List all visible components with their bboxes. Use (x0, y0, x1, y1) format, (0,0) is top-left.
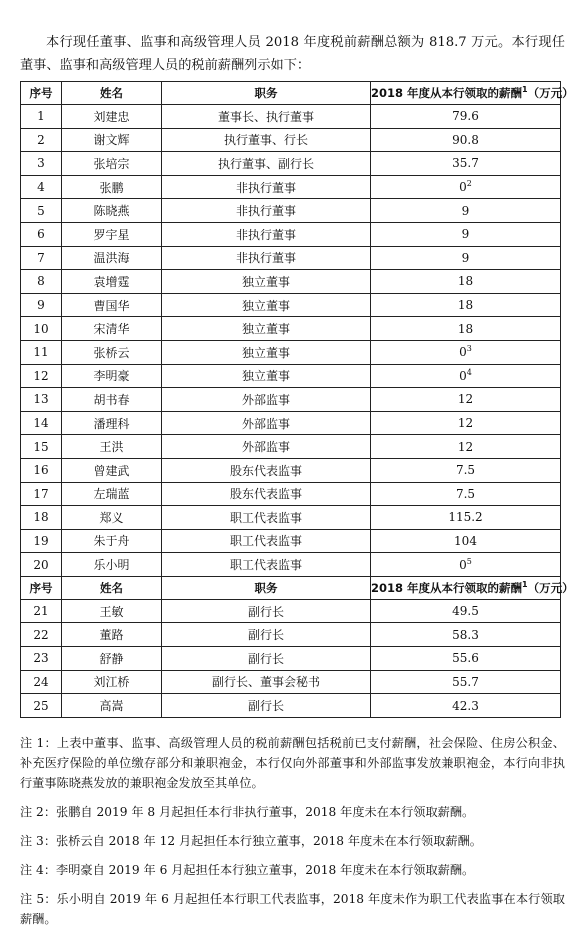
cell-no: 23 (21, 647, 62, 671)
cell-compensation (371, 506, 561, 530)
cell-position: 非执行董事 (162, 246, 371, 270)
cell-name: 王洪 (62, 435, 162, 459)
cell-position: 副行长、董事会秘书 (162, 670, 371, 694)
compensation-value: 0 (459, 368, 467, 383)
compensation-value: 79.6 (452, 109, 479, 124)
table-row (21, 435, 561, 459)
table-row (21, 175, 561, 199)
cell-no: 12 (21, 364, 62, 388)
cell-compensation (371, 388, 561, 412)
compensation-value: 104 (454, 533, 477, 548)
compensation-value: 12 (457, 416, 474, 431)
footnote-marker: 3 (466, 344, 472, 354)
cell-compensation (371, 340, 561, 364)
cell-compensation (371, 152, 561, 176)
cell-name: 曾建武 (62, 458, 162, 482)
footnote-4: 注 4：李明豪自 2019 年 6 月起担任本行独立董事，2018 年度未在本行领取薪酬。 (20, 863, 475, 877)
footnote-5: 注 5：乐小明自 2019 年 6 月起担任本行职工代表监事，2018 年度未作为职工代表监事在本行领取薪酬。 (20, 892, 565, 926)
cell-name: 罗宇星 (62, 222, 162, 246)
footnote-2: 注 2：张鹏自 2019 年 8 月起担任本行非执行董事，2018 年度未在本行领取薪酬。 (20, 805, 475, 819)
cell-name: 宋清华 (62, 317, 162, 341)
cell-position: 外部监事 (162, 435, 371, 459)
compensation-value: 42.3 (452, 698, 479, 713)
cell-no: 25 (21, 694, 62, 718)
cell-compensation (371, 105, 561, 129)
header-position: 职务 (162, 82, 371, 105)
compensation-value: 49.5 (452, 604, 479, 619)
cell-position: 执行董事、行长 (162, 128, 371, 152)
compensation-table-body (21, 82, 574, 718)
cell-name: 温洪海 (62, 246, 162, 270)
footnote-3: 注 3：张桥云自 2018 年 12 月起担任本行独立董事，2018 年度未在本行领取薪酬。 (20, 834, 482, 848)
header-no: 序号 (21, 576, 62, 599)
compensation-value: 58.3 (452, 627, 479, 642)
cell-no: 16 (21, 458, 62, 482)
cell-no: 18 (21, 506, 62, 530)
cell-compensation (371, 270, 561, 294)
cell-name: 谢文辉 (62, 128, 162, 152)
cell-no: 4 (21, 175, 62, 199)
header-footnote-marker: 1 (522, 580, 528, 590)
cell-no: 22 (21, 623, 62, 647)
table-header-row (21, 82, 561, 105)
header-name: 姓名 (62, 82, 162, 105)
cell-position: 非执行董事 (162, 199, 371, 223)
footnote-marker: 5 (466, 556, 472, 566)
cell-name: 高嵩 (62, 694, 162, 718)
cell-no: 2 (21, 128, 62, 152)
cell-name: 乐小明 (62, 553, 162, 577)
cell-name: 刘江桥 (62, 670, 162, 694)
cell-position: 外部监事 (162, 388, 371, 412)
cell-no: 14 (21, 411, 62, 435)
header-compensation-unit: （万元） (527, 580, 574, 595)
compensation-value: 18 (457, 321, 474, 336)
cell-no: 3 (21, 152, 62, 176)
cell-position: 股东代表监事 (162, 482, 371, 506)
header-no: 序号 (21, 82, 62, 105)
compensation-value: 7.5 (455, 486, 476, 501)
table-row (21, 694, 561, 718)
header-footnote-marker: 1 (522, 85, 528, 95)
cell-compensation (371, 458, 561, 482)
compensation-value: 35.7 (452, 156, 479, 171)
table-row (21, 411, 561, 435)
compensation-value: 9 (461, 227, 470, 242)
cell-no: 13 (21, 388, 62, 412)
cell-position: 独立董事 (162, 270, 371, 294)
cell-no: 24 (21, 670, 62, 694)
compensation-value: 0 (459, 557, 467, 572)
cell-name: 张培宗 (62, 152, 162, 176)
cell-position: 独立董事 (162, 364, 371, 388)
table-row (21, 270, 561, 294)
cell-compensation (371, 246, 561, 270)
header-compensation-label: 2018 年度从本行领取的薪酬 (371, 580, 523, 595)
table-row (21, 506, 561, 530)
header-compensation-label: 2018 年度从本行领取的薪酬 (371, 86, 523, 100)
table-row (21, 199, 561, 223)
cell-position: 副行长 (162, 599, 371, 623)
header-compensation (371, 576, 574, 599)
table-row (21, 317, 561, 341)
compensation-value: 90.8 (452, 132, 479, 147)
footnotes (20, 733, 565, 929)
cell-no: 17 (21, 482, 62, 506)
cell-no: 19 (21, 529, 62, 553)
table-row (21, 340, 561, 364)
cell-name: 李明豪 (62, 364, 162, 388)
table-row (21, 553, 561, 577)
cell-compensation (371, 128, 561, 152)
footnote-marker: 2 (466, 179, 472, 189)
compensation-value: 18 (457, 274, 474, 289)
cell-compensation (371, 364, 561, 388)
cell-compensation (371, 482, 561, 506)
cell-no: 11 (21, 340, 62, 364)
compensation-value: 7.5 (455, 463, 476, 478)
compensation-value: 18 (457, 298, 474, 313)
cell-no: 10 (21, 317, 62, 341)
header-position: 职务 (162, 576, 371, 599)
compensation-value: 115.2 (448, 510, 483, 525)
cell-no: 9 (21, 293, 62, 317)
cell-compensation (371, 670, 561, 694)
table-row (21, 623, 561, 647)
cell-compensation (371, 623, 561, 647)
compensation-value: 55.6 (452, 651, 479, 666)
cell-no: 21 (21, 599, 62, 623)
cell-compensation (371, 529, 561, 553)
cell-no: 7 (21, 246, 62, 270)
cell-name: 潘理科 (62, 411, 162, 435)
cell-name: 张桥云 (62, 340, 162, 364)
cell-name: 张鹏 (62, 175, 162, 199)
cell-position: 副行长 (162, 623, 371, 647)
cell-no: 6 (21, 222, 62, 246)
intro-paragraph: 本行现任董事、监事和高级管理人员 2018 年度税前薪酬总额为 818.7 万元。本行现任董事、监事和高级管理人员的税前薪酬列示如下： (20, 35, 565, 74)
cell-position: 股东代表监事 (162, 458, 371, 482)
compensation-value: 12 (457, 392, 474, 407)
table-row (21, 293, 561, 317)
cell-compensation (371, 599, 561, 623)
compensation-value: 55.7 (452, 674, 479, 689)
cell-compensation (371, 199, 561, 223)
cell-no: 1 (21, 105, 62, 129)
compensation-value: 9 (461, 203, 470, 218)
cell-compensation (371, 435, 561, 459)
cell-name: 胡书春 (62, 388, 162, 412)
cell-compensation (371, 411, 561, 435)
cell-position: 董事长、执行董事 (162, 105, 371, 129)
header-compensation-unit: （万元） (527, 86, 574, 100)
table-row (21, 246, 561, 270)
cell-compensation (371, 647, 561, 671)
cell-no: 5 (21, 199, 62, 223)
table-row (21, 222, 561, 246)
cell-name: 舒静 (62, 647, 162, 671)
header-name: 姓名 (62, 576, 162, 599)
cell-name: 曹国华 (62, 293, 162, 317)
cell-name: 左瑞蓝 (62, 482, 162, 506)
cell-compensation (371, 317, 561, 341)
cell-name: 袁增霆 (62, 270, 162, 294)
cell-position: 非执行董事 (162, 222, 371, 246)
compensation-table (20, 81, 574, 718)
cell-name: 刘建忠 (62, 105, 162, 129)
cell-no: 15 (21, 435, 62, 459)
table-row (21, 364, 561, 388)
cell-name: 朱于舟 (62, 529, 162, 553)
table-row (21, 482, 561, 506)
table-row (21, 670, 561, 694)
cell-name: 郑义 (62, 506, 162, 530)
cell-position: 副行长 (162, 647, 371, 671)
table-row (21, 529, 561, 553)
table-row (21, 128, 561, 152)
table-row (21, 458, 561, 482)
table-row (21, 647, 561, 671)
cell-name: 董路 (62, 623, 162, 647)
table-row (21, 388, 561, 412)
cell-position: 职工代表监事 (162, 553, 371, 577)
compensation-value: 0 (459, 180, 467, 195)
footnote-marker: 4 (466, 367, 472, 377)
table-row (21, 105, 561, 129)
compensation-value: 0 (459, 345, 467, 360)
cell-name: 王敏 (62, 599, 162, 623)
cell-no: 8 (21, 270, 62, 294)
cell-compensation (371, 293, 561, 317)
cell-position: 外部监事 (162, 411, 371, 435)
cell-compensation (371, 694, 561, 718)
cell-compensation (371, 175, 561, 199)
header-compensation (371, 82, 574, 105)
cell-position: 独立董事 (162, 340, 371, 364)
cell-position: 非执行董事 (162, 175, 371, 199)
cell-position: 职工代表监事 (162, 506, 371, 530)
cell-position: 独立董事 (162, 293, 371, 317)
cell-no: 20 (21, 553, 62, 577)
compensation-value: 9 (461, 250, 470, 265)
cell-position: 职工代表监事 (162, 529, 371, 553)
footnote-1: 注 1：上表中董事、监事、高级管理人员的税前薪酬包括税前已支付薪酬，社会保险、住房公积金、补充医疗保险的单位缴存部分和兼职袍金，本行仅向外部董事和外部监事发放兼职袍金，本行向非执行董事陈晓燕发放的兼职袍金发放至其单位。 (20, 736, 565, 790)
cell-position: 独立董事 (162, 317, 371, 341)
cell-name: 陈晓燕 (62, 199, 162, 223)
cell-compensation (371, 222, 561, 246)
table-row (21, 599, 561, 623)
table-header-row (21, 576, 561, 599)
cell-position: 执行董事、副行长 (162, 152, 371, 176)
table-row (21, 152, 561, 176)
compensation-value: 12 (457, 439, 474, 454)
cell-position: 副行长 (162, 694, 371, 718)
cell-compensation (371, 553, 561, 577)
